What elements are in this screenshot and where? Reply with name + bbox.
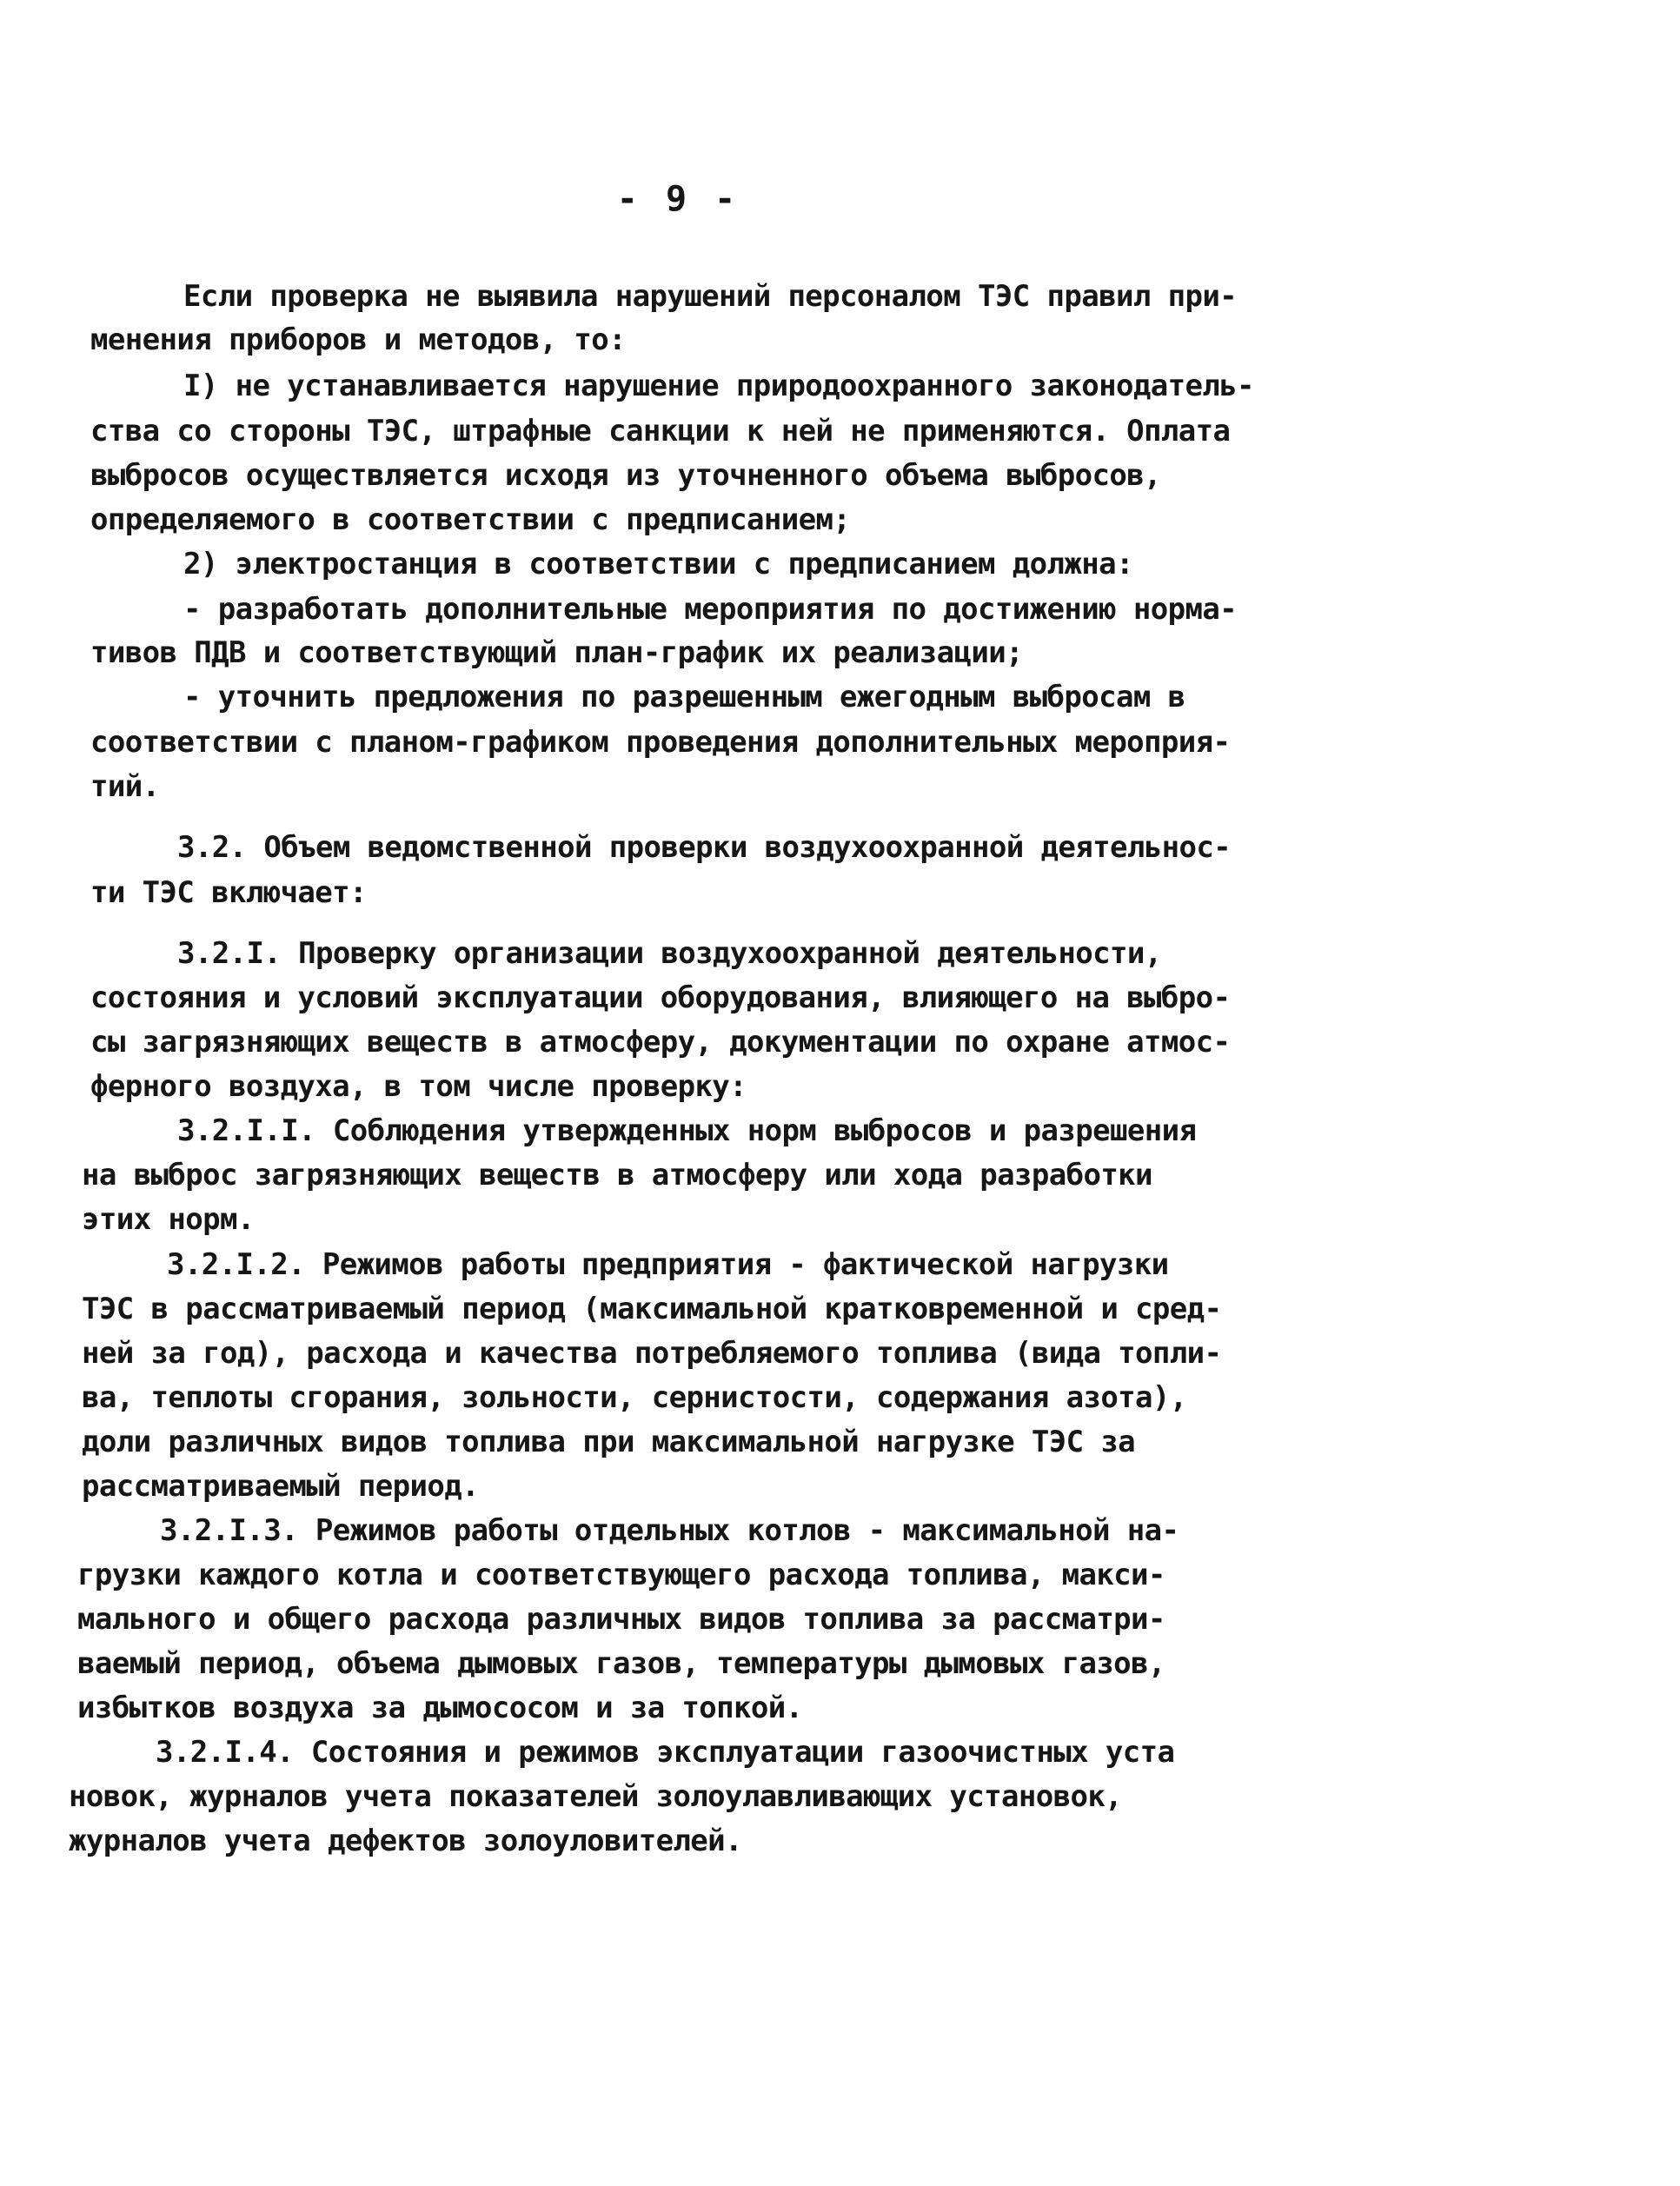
text-line: ферного воздуха, в том числе проверку:: [90, 1069, 747, 1104]
text-line: ти ТЭС включает:: [90, 875, 367, 910]
text-line: соответствии с планом-графиком проведения дополнительных мероприя-: [90, 725, 1231, 760]
page-number: - 9 -: [616, 179, 740, 219]
text-line: грузки каждого котла и соответствующего расхода топлива, макси-: [77, 1558, 1165, 1592]
text-line: состояния и условий эксплуатации оборудования, влияющего на выбро-: [90, 980, 1231, 1015]
text-line: 2) электростанция в соответствии с предписанием должна:: [183, 547, 1133, 581]
text-line: ваемый период, объема дымовых газов, температуры дымовых газов,: [77, 1646, 1165, 1681]
text-line: определяемого в соответствии с предписанием;: [90, 502, 851, 537]
text-line: 3.2.I.4. Состояния и режимов эксплуатации газоочистных уста: [156, 1735, 1175, 1770]
text-line: новок, журналов учета показателей золоулавливающих установок,: [69, 1779, 1123, 1814]
text-line: Если проверка не выявила нарушений персоналом ТЭС правил при-: [183, 279, 1238, 314]
text-line: доли различных видов топлива при максимальной нагрузке ТЭС за: [82, 1425, 1136, 1459]
text-line: тий.: [90, 769, 160, 804]
text-line: 3.2.I.2. Режимов работы предприятия - фактической нагрузки: [167, 1247, 1169, 1282]
text-line: - уточнить предложения по разрешенным ежегодным выбросам в: [183, 680, 1185, 714]
text-line: - разработать дополнительные мероприятия по достижению норма-: [183, 592, 1238, 627]
text-line: этих норм.: [82, 1202, 255, 1237]
text-line: сы загрязняющих веществ в атмосферу, документации по охране атмос-: [90, 1025, 1231, 1060]
text-line: тивов ПДВ и соответствующий план-график их реализации;: [90, 635, 1023, 670]
text-line: избытков воздуха за дымососом и за топкой.: [77, 1691, 803, 1725]
text-line: журналов учета дефектов золоуловителей.: [69, 1824, 742, 1858]
text-line: I) не устанавливается нарушение природоохранного законодатель-: [183, 369, 1254, 403]
text-line: ства со стороны ТЭС, штрафные санкции к ней не применяются. Оплата: [90, 414, 1231, 448]
text-line: рассматриваемый период.: [82, 1469, 480, 1504]
text-line: ТЭС в рассматриваемый период (максимальной кратковременной и сред-: [82, 1292, 1222, 1326]
text-line: мального и общего расхода различных видов топлива за рассматри-: [77, 1602, 1165, 1637]
text-line: 3.2.I.I. Соблюдения утвержденных норм выбросов и разрешения: [177, 1113, 1197, 1148]
text-line: ва, теплоты сгорания, зольности, сернистости, содержания азота),: [82, 1380, 1187, 1415]
text-line: ней за год), расхода и качества потребляемого топлива (вида топли-: [82, 1336, 1222, 1371]
text-line: на выброс загрязняющих веществ в атмосферу или хода разработки: [82, 1158, 1152, 1193]
text-line: выбросов осуществляется исходя из уточненного объема выбросов,: [90, 458, 1161, 493]
text-line: менения приборов и методов, то:: [90, 322, 626, 357]
text-line: 3.2.I. Проверку организации воздухоохранной деятельности,: [177, 936, 1162, 971]
text-line: 3.2.I.3. Режимов работы отдельных котлов - максимальной на-: [160, 1513, 1179, 1548]
text-line: 3.2. Объем ведомственной проверки воздухоохранной деятельнос-: [177, 830, 1232, 865]
